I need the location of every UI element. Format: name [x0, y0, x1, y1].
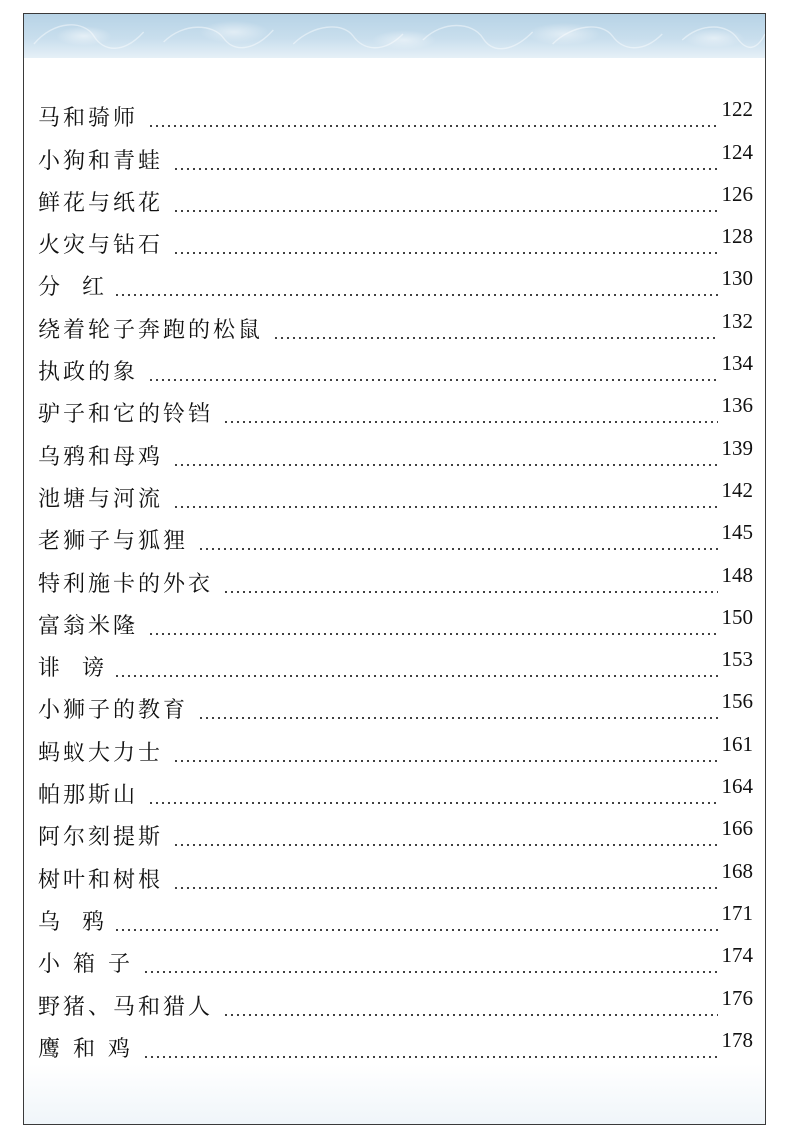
dot-leader — [223, 591, 717, 593]
dot-leader — [143, 1056, 718, 1058]
toc-entry[interactable] — [38, 979, 753, 1021]
toc-entry-title: 蚂蚁大力士 — [38, 740, 164, 766]
toc-entry-title: 小 箱 子 — [38, 952, 133, 978]
toc-entry[interactable] — [38, 1022, 753, 1064]
dot-leader — [173, 168, 717, 170]
toc-entry[interactable] — [38, 683, 753, 725]
dot-leader — [173, 760, 717, 762]
toc-entry-page: 166 — [721, 816, 753, 841]
toc-entry-page: 153 — [721, 647, 753, 672]
toc-entry-title: 火灾与钻石 — [38, 233, 164, 259]
toc-entry-title: 分 红 — [38, 275, 105, 301]
toc-entry-title: 树叶和树根 — [38, 867, 164, 893]
book-page — [23, 13, 766, 1125]
toc-entry-page: 126 — [721, 181, 753, 206]
toc-entry[interactable] — [38, 937, 753, 979]
toc-entry[interactable] — [38, 429, 753, 471]
toc-entry-title: 特利施卡的外衣 — [38, 571, 214, 597]
toc-entry[interactable] — [38, 260, 753, 302]
toc-entry-title: 富翁米隆 — [38, 613, 139, 639]
toc-entry-title: 阿尔刻提斯 — [38, 825, 164, 851]
decorative-header-banner — [24, 14, 765, 58]
toc-entry[interactable] — [38, 556, 753, 598]
toc-entry-title: 老狮子与狐狸 — [38, 529, 189, 555]
toc-entry-page: 176 — [721, 985, 753, 1010]
toc-entry-page: 136 — [721, 393, 753, 418]
toc-entry[interactable] — [38, 514, 753, 556]
toc-entry[interactable] — [38, 302, 753, 344]
page-bottom-tint — [24, 1064, 765, 1124]
toc-entry[interactable] — [38, 852, 753, 894]
toc-entry[interactable] — [38, 387, 753, 429]
toc-entry-title: 驴子和它的铃铛 — [38, 402, 214, 428]
toc-entry[interactable] — [38, 472, 753, 514]
toc-entry-page: 130 — [721, 266, 753, 291]
toc-entry-title: 诽 谤 — [38, 656, 105, 682]
toc-entry-title: 池塘与河流 — [38, 486, 164, 512]
toc-entry[interactable] — [38, 218, 753, 260]
toc-entry[interactable] — [38, 91, 753, 133]
toc-entry-page: 168 — [721, 858, 753, 883]
toc-entry[interactable] — [38, 133, 753, 175]
toc-entry-title: 执政的象 — [38, 360, 139, 386]
toc-entry-title: 帕那斯山 — [38, 783, 139, 809]
dot-leader — [223, 1014, 717, 1016]
dot-leader — [173, 844, 717, 846]
table-of-contents — [38, 91, 753, 1064]
dot-leader — [173, 464, 717, 466]
toc-entry-title: 乌 鸦 — [38, 909, 105, 935]
dot-leader — [273, 337, 717, 339]
dot-leader — [148, 633, 717, 635]
toc-entry[interactable] — [38, 725, 753, 767]
dot-leader — [148, 379, 717, 381]
toc-entry-page: 142 — [721, 477, 753, 502]
toc-entry[interactable] — [38, 345, 753, 387]
toc-entry-page: 139 — [721, 435, 753, 460]
toc-entry[interactable] — [38, 810, 753, 852]
toc-entry-page: 145 — [721, 520, 753, 545]
toc-entry-page: 156 — [721, 689, 753, 714]
toc-entry[interactable] — [38, 641, 753, 683]
dot-leader — [148, 802, 717, 804]
toc-entry-page: 174 — [721, 943, 753, 968]
dot-leader — [198, 717, 717, 719]
dot-leader — [173, 887, 717, 889]
toc-entry-page: 134 — [721, 351, 753, 376]
dot-leader — [114, 294, 717, 296]
toc-entry-title: 野猪、马和猎人 — [38, 994, 214, 1020]
dot-leader — [223, 421, 717, 423]
toc-entry-title: 小狗和青蛙 — [38, 148, 164, 174]
dot-leader — [114, 929, 717, 931]
toc-entry-title: 马和骑师 — [38, 106, 139, 132]
toc-entry[interactable] — [38, 599, 753, 641]
toc-entry-page: 178 — [721, 1027, 753, 1052]
dot-leader — [173, 210, 717, 212]
toc-entry-page: 128 — [721, 224, 753, 249]
toc-entry-title: 鲜花与纸花 — [38, 190, 164, 216]
toc-entry-page: 148 — [721, 562, 753, 587]
toc-entry-page: 161 — [721, 731, 753, 756]
toc-entry-page: 124 — [721, 139, 753, 164]
toc-entry-page: 150 — [721, 604, 753, 629]
toc-entry[interactable] — [38, 176, 753, 218]
dot-leader — [173, 252, 717, 254]
toc-entry-title: 绕着轮子奔跑的松鼠 — [38, 317, 264, 343]
dot-leader — [173, 506, 717, 508]
dot-leader — [114, 675, 717, 677]
dot-leader — [148, 125, 717, 127]
toc-entry[interactable] — [38, 768, 753, 810]
toc-entry-page: 132 — [721, 308, 753, 333]
swirl-pattern-icon — [24, 14, 765, 58]
toc-entry-title: 小狮子的教育 — [38, 698, 189, 724]
toc-entry-page: 171 — [721, 900, 753, 925]
toc-entry[interactable] — [38, 895, 753, 937]
dot-leader — [143, 971, 718, 973]
toc-entry-page: 164 — [721, 774, 753, 799]
toc-entry-title: 乌鸦和母鸡 — [38, 444, 164, 470]
dot-leader — [198, 548, 717, 550]
toc-entry-title: 鹰 和 鸡 — [38, 1036, 133, 1062]
toc-entry-page: 122 — [721, 97, 753, 122]
